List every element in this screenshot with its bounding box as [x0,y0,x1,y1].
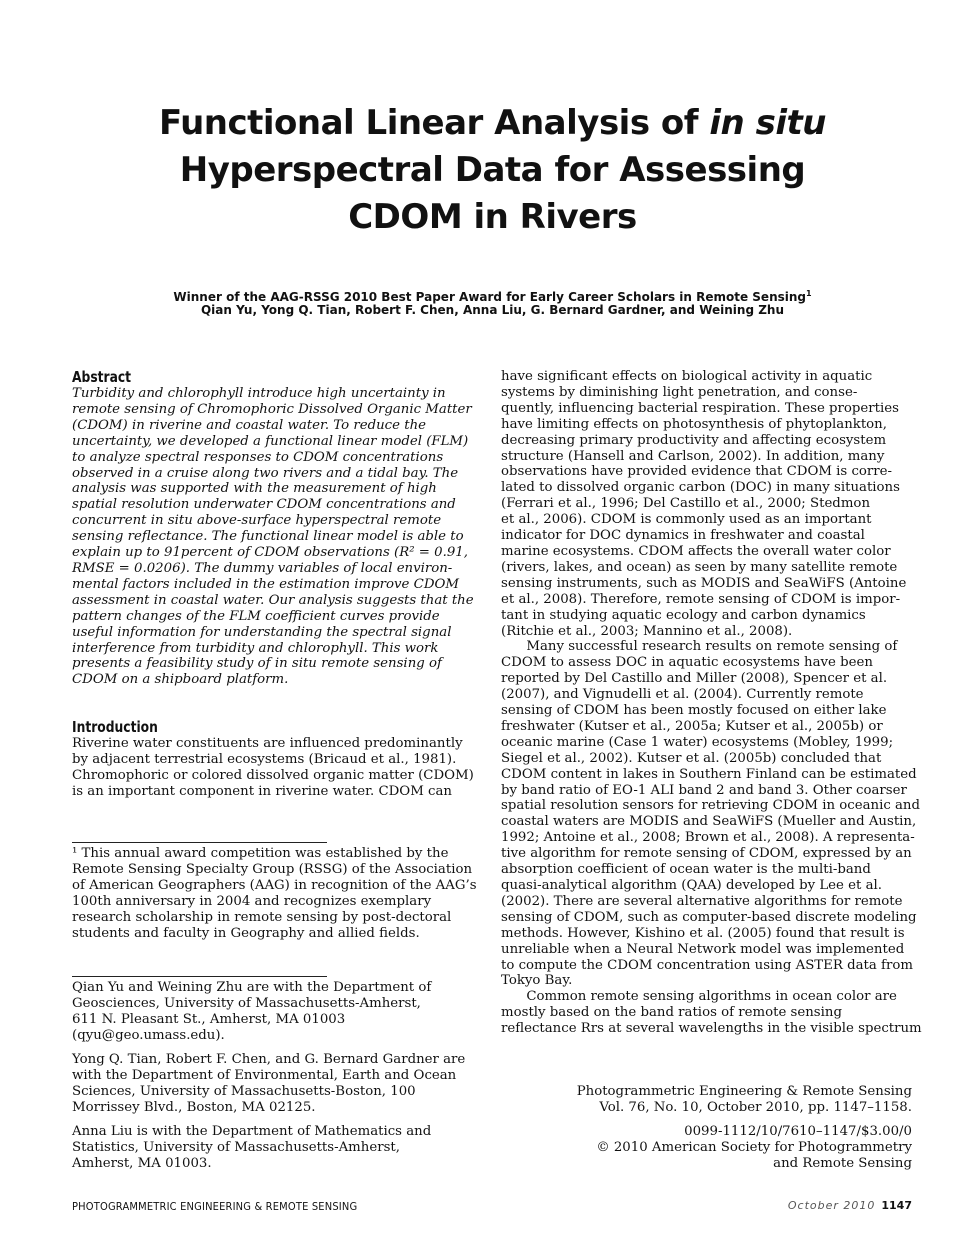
body-line: tant in studying aquatic ecology and carbon dynamics [501,607,866,623]
body-line: 1992; Antoine et al., 2008; Brown et al., 2008). A representa- [501,830,915,846]
abstract-line: to analyze spectral responses to CDOM concentrations [72,449,444,465]
body-line: (Ritchie et al., 2003; Mannino et al., 2008). [501,623,793,639]
footnote-line: 100th anniversary in 2004 and recognizes exemplary [72,893,432,909]
body-line: reflectance Rrs at several wavelengths in the visible spectrum [501,1021,922,1037]
body-line: systems by diminishing light penetration, and conse- [501,384,858,400]
paper-title [120,100,865,241]
body-line: lated to dissolved organic carbon (DOC) in many situations [501,480,900,496]
issn: 0099-1112/10/7610–1147/$3.00/0 [684,1124,912,1139]
affiliation-line: Morrissey Blvd., Boston, MA 02125. [72,1099,316,1115]
introduction-body [72,736,482,800]
body-line: et al., 2008). Therefore, remote sensing of CDOM is impor- [501,591,901,607]
journal-name: Photogrammetric Engineering & Remote Sensing [576,1084,912,1099]
body-line: have limiting effects on photosynthesis of phytoplankton, [501,416,887,432]
footnote-line: Remote Sensing Specialty Group (RSSG) of the Association [72,861,473,877]
abstract-line: sensing reflectance. The functional linear model is able to [72,529,464,545]
body-line: spatial resolution sensors for retrieving CDOM in oceanic and [501,798,921,814]
abstract-line: spatial resolution underwater CDOM concentrations and [72,497,456,513]
introduction-line: by adjacent terrestrial ecosystems (Bricaud et al., 1981). [72,751,457,767]
body-line: decreasing primary productivity and affecting ecosystem [501,432,887,448]
abstract-line: (CDOM) in riverine and coastal water. To reduce the [72,417,426,433]
abstract-line: interference from turbidity and chlorophyll. This work [72,640,439,656]
affiliation-line: Geosciences, University of Massachusetts-Amherst, [72,995,421,1011]
affiliation-line: Sciences, University of Massachusetts-Boston, 100 [72,1083,416,1099]
body-line: quasi-analytical algorithm (QAA) developed by Lee et al. [501,878,882,893]
body-line: sensing of CDOM has been mostly focused on either lake [501,703,887,719]
introduction-line: Chromophoric or colored dissolved organic matter (CDOM) [72,767,474,783]
body-line: reported by Del Castillo and Miller (2008), Spencer et al. [501,671,888,687]
body-line: oceanic marine (Case 1 water) ecosystems (Mobley, 1999; [501,734,894,750]
page-number: 1147 [881,1199,912,1212]
abstract-line: remote sensing of Chromophoric Dissolved Organic Matter [72,401,472,417]
affiliation-block-2 [72,1052,482,1116]
body-line: Many successful research results on remote sensing of [501,639,898,655]
body-line: indicator for DOC dynamics in freshwater and coastal [501,528,865,544]
body-line: observations have provided evidence that CDOM is corre- [501,464,893,480]
affiliation-line: 611 N. Pleasant St., Amherst, MA 01003 [72,1011,346,1027]
title-line-1-italic: in situ [709,103,826,143]
abstract-line: mental factors included in the estimation improve CDOM [72,576,459,592]
footer-page-info [788,1199,912,1212]
body-line: Siegel et al., 2002). Kutser et al. (2005b) concluded that [501,750,882,766]
body-line: CDOM to assess DOC in aquatic ecosystems have been [501,655,873,671]
award-footnote-mark: 1 [806,289,812,298]
introduction-heading: Introduction [72,718,158,736]
body-line: by band ratio of EO-1 ALI band 2 and band 3. Other coarser [501,782,907,798]
abstract-line: uncertainty, we developed a functional linear model (FLM) [72,433,469,449]
copyright-info [596,1124,912,1172]
abstract-line: useful information for understanding the spectral signal [72,624,452,640]
introduction-line: is an important component in riverine water. CDOM can [72,783,452,799]
body-line: mostly based on the band ratios of remote sensing [501,1005,842,1021]
abstract-line: pattern changes of the FLM coefficient curves provide [72,608,440,624]
body-line: et al., 2006). CDOM is commonly used as an important [501,512,872,528]
title-line-2: Hyperspectral Data for Assessing [179,150,806,190]
copyright-line-2: and Remote Sensing [773,1155,912,1171]
publication-info [577,1084,912,1116]
footer-journal: PHOTOGRAMMETRIC ENGINEERING & REMOTE SENSING [72,1200,358,1213]
body-line: have significant effects on biological activity in aquatic [501,369,873,384]
body-line: methods. However, Kishino et al. (2005) found that result is [501,925,905,941]
body-line: unreliable when a Neural Network model was implemented [501,941,905,957]
footnote-line: ¹ This annual award competition was established by the [72,846,449,861]
award-text: Winner of the AAG-RSSG 2010 Best Paper Award for Early Career Scholars in Remote Sensing [173,290,807,304]
body-line: to compute the CDOM concentration using ASTER data from [501,957,913,973]
affiliation-line: (qyu@geo.umass.edu). [72,1027,225,1043]
footnote-line: research scholarship in remote sensing by post-dectoral [72,909,452,925]
affiliation-line: Statistics, University of Massachusetts-Amherst, [72,1139,400,1155]
copyright-line-1: © 2010 American Society for Photogrammetry [596,1139,912,1155]
body-line: (Ferrari et al., 1996; Del Castillo et al., 2000; Stedmon [501,496,871,512]
introduction-section [72,718,482,800]
body-line: (2007), and Vignudelli et al. (2004). Currently remote [501,687,864,703]
body-line: marine ecosystems. CDOM affects the overall water color [501,543,891,559]
affiliation-line: Yong Q. Tian, Robert F. Chen, and G. Bernard Gardner are [72,1052,466,1067]
footnote-line: students and faculty in Geography and allied fields. [72,925,420,941]
affiliation-block-1 [72,980,482,1044]
abstract-line: assessment in coastal water. Our analysis suggests that the [72,592,474,608]
abstract-body [72,386,482,688]
abstract-line: explain up to 91percent of CDOM observations (R² = 0.91, [72,545,468,561]
title-line-1-text: Functional Linear Analysis of [159,103,710,143]
right-column-body [501,369,922,1037]
footnote-line: of American Geographers (AAG) in recognition of the AAG’s [72,877,477,893]
body-line: Common remote sensing algorithms in ocean color are [501,989,897,1005]
footnote-divider [72,842,327,843]
author-list: Qian Yu, Yong Q. Tian, Robert F. Chen, Anna Liu, G. Bernard Gardner, and Weining Zhu [200,303,785,317]
abstract-line: Turbidity and chlorophyll introduce high uncertainty in [72,386,446,401]
body-line: absorption coefficient of ocean water is the multi-band [501,862,871,878]
body-line: sensing of CDOM, such as computer-based discrete modeling [501,909,917,925]
title-line-1 [120,100,865,147]
body-line: tive algorithm for remote sensing of CDOM, expressed by an [501,846,912,862]
body-line: quently, influencing bacterial respiration. These properties [501,400,899,416]
footnote [72,846,482,941]
abstract-line: observed in a cruise along two rivers and a tidal bay. The [72,465,459,481]
abstract-line: CDOM on a shipboard platform. [72,672,289,688]
title-line-3: CDOM in Rivers [348,197,637,237]
introduction-line: Riverine water constituents are influenced predominantly [72,736,463,751]
abstract-line: presents a feasibility study of in situ remote sensing of [72,656,442,672]
abstract-line: RMSE = 0.0206). The dummy variables of local environ- [72,560,453,576]
abstract-line: concurrent in situ above-surface hyperspectral remote [72,513,442,529]
abstract-line: analysis was supported with the measurement of high [72,481,437,497]
body-line: coastal waters are MODIS and SeaWiFS (Mueller and Austin, [501,814,917,830]
affiliation-line: Amherst, MA 01003. [72,1155,212,1171]
volume-info: Vol. 76, No. 10, October 2010, pp. 1147–1158. [599,1099,912,1115]
body-line: structure (Hansell and Carlson, 2002). In addition, many [501,448,885,464]
body-line: CDOM content in lakes in Southern Finland can be estimated [501,766,917,782]
abstract-heading: Abstract [72,368,132,386]
body-line: (rivers, lakes, and ocean) as seen by many satellite remote [501,559,898,575]
body-line: sensing instruments, such as MODIS and SeaWiFS (Antoine [501,575,907,591]
affiliation-line: Qian Yu and Weining Zhu are with the Department of [72,980,432,995]
affiliation-block-3 [72,1124,482,1172]
body-line: Tokyo Bay. [501,973,573,989]
affiliation-line: with the Department of Environmental, Earth and Ocean [72,1067,457,1083]
footer-issue: October 2010 [787,1199,876,1212]
body-line: (2002). There are several alternative algorithms for remote [501,893,903,909]
affiliation-divider [72,976,327,977]
abstract-section [72,368,482,688]
affiliation-line: Anna Liu is with the Department of Mathematics and [72,1124,432,1139]
body-line: freshwater (Kutser et al., 2005a; Kutser et al., 2005b) or [501,718,883,734]
